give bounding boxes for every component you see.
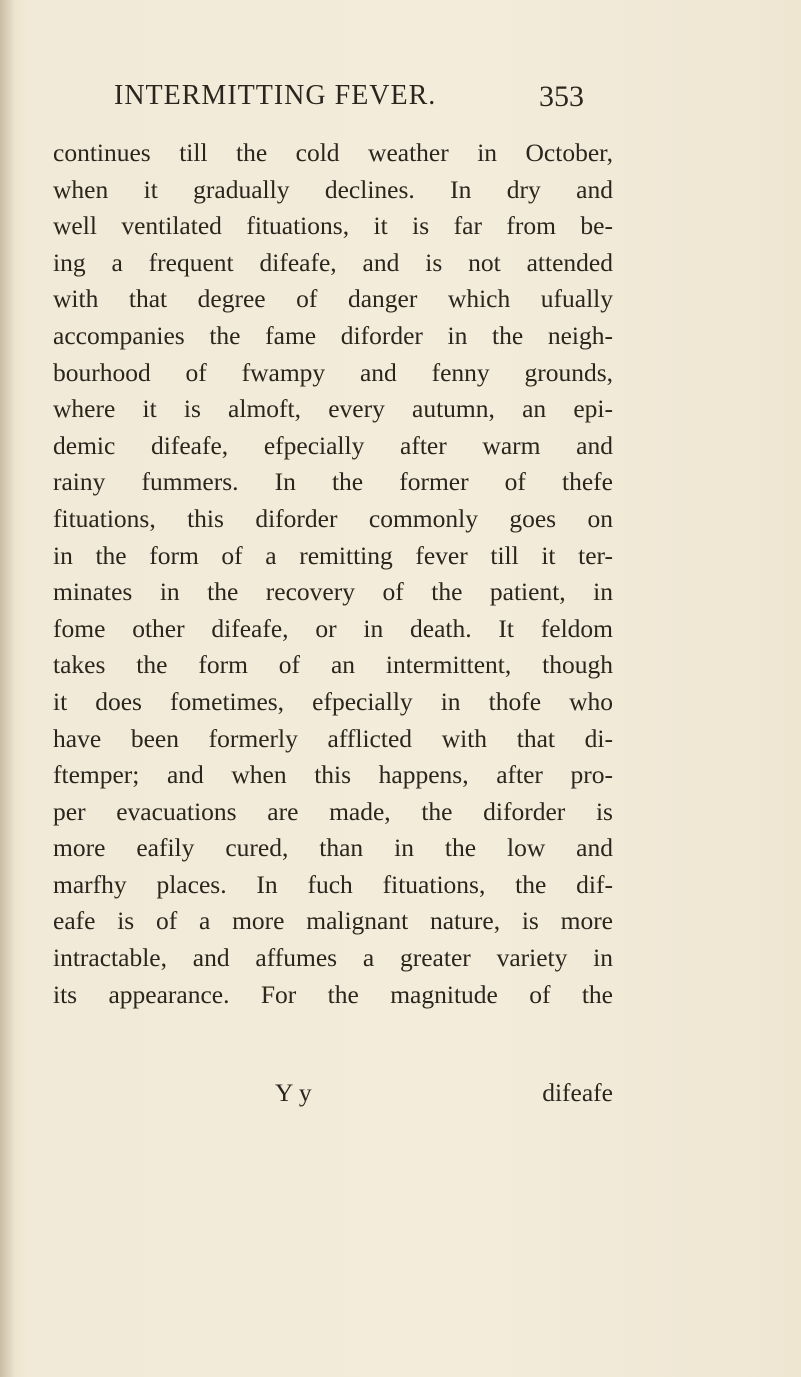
body-text (53, 135, 613, 1013)
text-line: per evacuations are made, the diforder is (53, 796, 613, 826)
text-line: intractable, and affumes a greater variety in (53, 943, 613, 973)
text-line: when it gradually declines. In dry and (53, 174, 613, 204)
footer-line (53, 1075, 613, 1111)
text-line: well ventilated fituations, it is far from be- (53, 211, 613, 241)
text-line: ing a frequent difeafe, and is not attended (53, 247, 613, 277)
text-line: bourhood of fwampy and fenny grounds, (53, 357, 613, 387)
running-title: INTERMITTING FEVER. (114, 80, 437, 111)
text-line: minates in the recovery of the patient, in (53, 577, 613, 607)
text-line: with that degree of danger which ufually (53, 284, 613, 314)
text-line: continues till the cold weather in October, (53, 138, 613, 167)
text-line: takes the form of an intermittent, though (53, 650, 613, 680)
text-line: more eafily cured, than in the low and (53, 833, 613, 863)
text-line: in the form of a remitting fever till it ter- (53, 540, 613, 570)
catchword: difeafe (542, 1078, 613, 1107)
text-line: eafe is of a more malignant nature, is more (53, 906, 613, 936)
text-line: ftemper; and when this happens, after pro- (53, 760, 613, 790)
text-line: marfhy places. In fuch fituations, the dif- (53, 869, 613, 899)
text-line: fituations, this diforder commonly goes on (53, 503, 613, 533)
text-line: fome other difeafe, or in death. It feldom (53, 613, 613, 643)
text-line: it does fometimes, efpecially in thofe who (53, 686, 613, 716)
text-line: accompanies the fame diforder in the neigh- (53, 320, 613, 350)
page-number: 353 (539, 80, 584, 113)
text-line: rainy fummers. In the former of thefe (53, 467, 613, 497)
binding-gutter (0, 0, 14, 1377)
running-head (114, 80, 604, 120)
text-line: its appearance. For the magnitude of the (53, 979, 613, 1009)
text-line: have been formerly afflicted with that di- (53, 723, 613, 753)
text-line: where it is almoft, every autumn, an epi- (53, 394, 613, 424)
text-line: demic difeafe, efpecially after warm and (53, 430, 613, 460)
signature-mark: Y y (275, 1078, 312, 1107)
